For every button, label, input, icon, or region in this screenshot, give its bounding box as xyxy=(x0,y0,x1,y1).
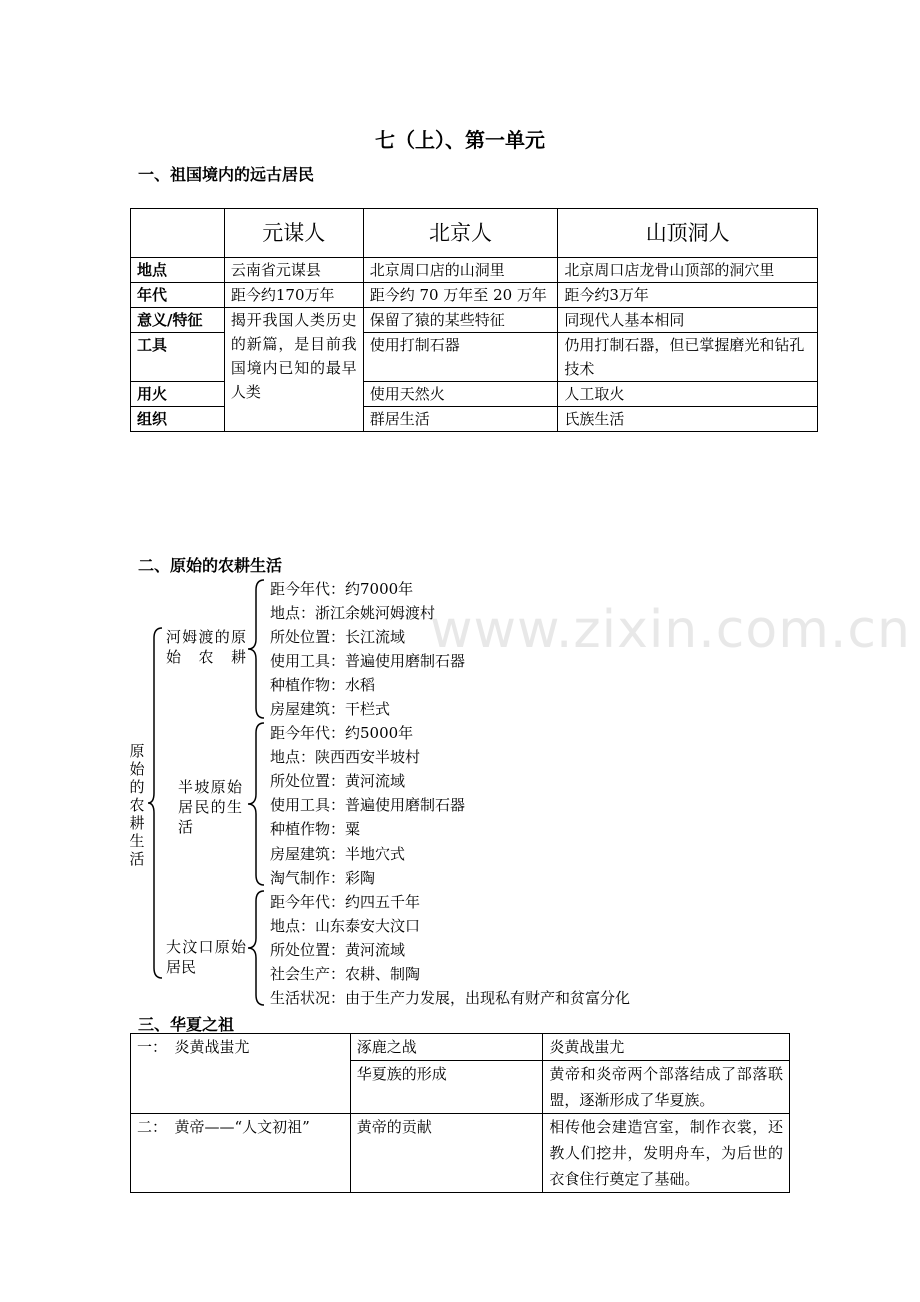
list-item: 地点：陕西西安半坡村 xyxy=(270,748,421,766)
table-row xyxy=(131,1114,790,1193)
list-item: 淘气制作：彩陶 xyxy=(270,869,376,887)
group-label-dawenkou: 大汶口原始居民 xyxy=(166,938,246,976)
cell-topic: 二： 黄帝——“人文初祖” xyxy=(131,1114,351,1193)
list-item: 房屋建筑：干栏式 xyxy=(270,700,391,718)
header-cell-empty xyxy=(131,209,225,258)
cell-sub: 黄帝的贡献 xyxy=(350,1114,543,1193)
cell-beijing: 北京周口店的山洞里 xyxy=(363,258,558,283)
cell-beijing: 距今约 70 万年至 20 万年 xyxy=(363,283,558,308)
tree-root-label: 原始的农耕生活 xyxy=(129,742,145,868)
cell-sub: 华夏族的形成 xyxy=(350,1061,543,1114)
list-item: 所处位置：长江流域 xyxy=(270,628,406,646)
cell-desc: 炎黄战蚩尤 xyxy=(543,1034,790,1061)
table-header-row xyxy=(131,209,818,258)
cell-topic: 一： 炎黄战蚩尤 xyxy=(131,1034,351,1114)
page-title: 七（上）、第一单元 xyxy=(375,128,545,152)
ancient-residents-table xyxy=(130,208,818,432)
cell-sub: 涿鹿之战 xyxy=(350,1034,543,1061)
list-item: 房屋建筑：半地穴式 xyxy=(270,845,406,863)
cell-desc: 黄帝和炎帝两个部落结成了部落联盟，逐渐形成了华夏族。 xyxy=(543,1061,790,1114)
row-label: 年代 xyxy=(131,283,225,308)
list-item: 地点：山东泰安大汶口 xyxy=(270,917,421,935)
list-item: 距今年代：约7000年 xyxy=(270,580,414,598)
group-label-hemudu: 河姆渡的原始农耕 xyxy=(166,628,246,666)
list-item: 所处位置：黄河流域 xyxy=(270,772,406,790)
table-row xyxy=(131,1034,790,1061)
cell-shanding: 同现代人基本相同 xyxy=(558,308,818,333)
list-item: 社会生产：农耕、制陶 xyxy=(270,965,421,983)
row-label: 意义/特征 xyxy=(131,308,225,333)
cell-yuanmou: 距今约170万年 xyxy=(224,283,363,308)
list-item: 所处位置：黄河流域 xyxy=(270,941,406,959)
row-label: 组织 xyxy=(131,407,225,432)
cell-shanding: 仍用打制石器，但已掌握磨光和钻孔技术 xyxy=(558,333,818,382)
list-item: 使用工具：普遍使用磨制石器 xyxy=(270,652,466,670)
cell-beijing: 保留了猿的某些特征 xyxy=(363,308,558,333)
cell-desc: 相传他会建造宫室，制作衣裳，还教人们挖井，发明舟车，为后世的衣食住行奠定了基础。 xyxy=(543,1114,790,1193)
cell-beijing: 使用天然火 xyxy=(363,382,558,407)
row-label: 用火 xyxy=(131,382,225,407)
list-item: 距今年代：约四五千年 xyxy=(270,893,421,911)
table-row xyxy=(131,283,818,308)
cell-shanding: 人工取火 xyxy=(558,382,818,407)
list-item: 种植作物：水稻 xyxy=(270,676,376,694)
cell-yuanmou: 云南省元谋县 xyxy=(224,258,363,283)
group-brace-dawenkou xyxy=(248,891,266,1005)
list-item: 地点：浙江余姚河姆渡村 xyxy=(270,604,436,622)
header-shanding: 山顶洞人 xyxy=(558,209,818,258)
header-yuanmou: 元谋人 xyxy=(224,209,363,258)
list-item: 生活状况：由于生产力发展，出现私有财产和贫富分化 xyxy=(270,989,631,1007)
section1-heading: 一、祖国境内的远古居民 xyxy=(138,165,315,184)
watermark: www.zixin.com.cn xyxy=(430,600,911,660)
list-item: 使用工具：普遍使用磨制石器 xyxy=(270,796,466,814)
section3-heading: 三、华夏之祖 xyxy=(138,1015,235,1034)
table-row xyxy=(131,308,818,333)
root-brace xyxy=(148,628,164,978)
cell-shanding: 北京周口店龙骨山顶部的洞穴里 xyxy=(558,258,818,283)
row-label: 工具 xyxy=(131,333,225,382)
row-label: 地点 xyxy=(131,258,225,283)
cell-yuanmou-merged: 揭开我国人类历史的新篇，是目前我国境内已知的最早人类 xyxy=(224,308,363,432)
group-brace-banpo xyxy=(248,723,266,885)
group-label-banpo: 半坡原始居民的生活 xyxy=(178,778,242,836)
cell-beijing: 使用打制石器 xyxy=(363,333,558,382)
huaxia-table xyxy=(130,1033,790,1193)
list-item: 距今年代：约5000年 xyxy=(270,724,414,742)
cell-beijing: 群居生活 xyxy=(363,407,558,432)
section2-heading: 二、原始的农耕生活 xyxy=(138,556,283,575)
cell-shanding: 氏族生活 xyxy=(558,407,818,432)
cell-shanding: 距今约3万年 xyxy=(558,283,818,308)
header-beijing: 北京人 xyxy=(363,209,558,258)
list-item: 种植作物：粟 xyxy=(270,820,361,838)
table-row xyxy=(131,258,818,283)
group-brace-hemudu xyxy=(248,580,266,718)
